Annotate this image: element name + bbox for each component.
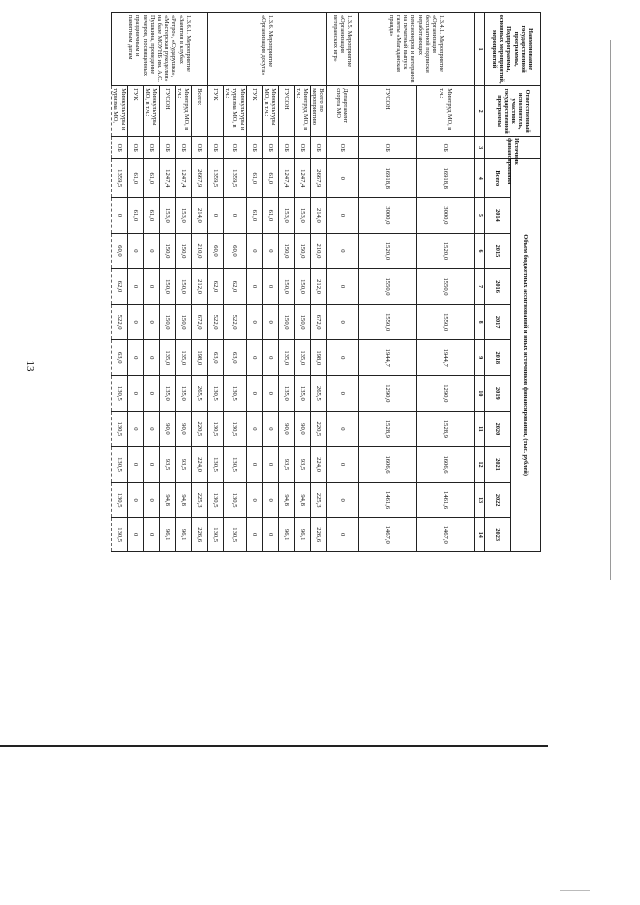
table-row [294, 13, 310, 552]
year-value-cell: 0 [127, 411, 143, 447]
year-value-cell: 0 [207, 198, 223, 234]
year-value-cell: 150,0 [294, 304, 310, 340]
year-value-cell: 0 [326, 233, 358, 269]
source-cell: ОБ [143, 137, 159, 159]
header-year: 2019 [485, 376, 511, 412]
year-value-cell: 0 [127, 233, 143, 269]
year-value-cell: 212,0 [191, 269, 207, 305]
year-value-cell: 210,0 [191, 233, 207, 269]
year-value-cell: 90,0 [175, 411, 191, 447]
year-value-cell: 1290,0 [358, 376, 416, 412]
header-year: 2016 [485, 269, 511, 305]
year-value-cell: 94,8 [159, 482, 175, 518]
year-value-cell: 1467,0 [416, 518, 474, 552]
year-value-cell: 93,5 [278, 447, 294, 483]
year-value-cell: 265,5 [191, 376, 207, 412]
year-value-cell: 220,5 [191, 411, 207, 447]
year-value-cell: 130,5 [112, 411, 128, 447]
col-number: 8 [475, 304, 485, 340]
header-year: 2014 [485, 198, 511, 234]
year-value-cell: 672,0 [191, 304, 207, 340]
executor-cell: Минтруд МО, в т.ч.: [175, 86, 191, 137]
executor-cell: Минкультуры и туризма МО, [112, 86, 128, 137]
total-cell: 0 [326, 159, 358, 198]
measure-name: 1.3.6.1. Мероприятие «Занятия в клубах «Ретро», «Сударушка», «Мастерская рукоделия» на базе МОУНБ им. А.С. Пушкина, проведение вечеров, посвященных праздничным и памятным датам [112, 13, 208, 86]
year-value-cell: 93,5 [294, 447, 310, 483]
header-year: 2020 [485, 411, 511, 447]
year-value-cell: 61,0 [246, 198, 262, 234]
executor-cell: Департамент спорта МО [326, 86, 358, 137]
column-number-row [475, 13, 485, 552]
year-value-cell: 1944,7 [416, 340, 474, 376]
executor-cell: ГУК [127, 86, 143, 137]
financing-table [111, 12, 541, 552]
year-value-cell: 3000,0 [358, 198, 416, 234]
year-value-cell: 0 [246, 376, 262, 412]
rotated-table-container [111, 12, 541, 552]
source-cell: ОБ [207, 137, 223, 159]
year-value-cell: 130,5 [207, 376, 223, 412]
year-value-cell: 0 [326, 376, 358, 412]
year-value-cell: 60,0 [207, 233, 223, 269]
total-cell: 1359,5 [112, 159, 128, 198]
year-value-cell: 0 [127, 376, 143, 412]
year-value-cell: 130,5 [223, 482, 246, 518]
year-value-cell: 1461,6 [416, 482, 474, 518]
year-value-cell: 1520,0 [416, 233, 474, 269]
table-row [191, 13, 207, 552]
year-value-cell: 150,0 [175, 233, 191, 269]
executor-cell: Всего по мероприятию [310, 86, 326, 137]
year-value-cell: 220,5 [310, 411, 326, 447]
year-value-cell: 150,0 [175, 304, 191, 340]
source-cell: ОБ [310, 137, 326, 159]
year-value-cell: 0 [143, 518, 159, 552]
year-value-cell: 1520,0 [358, 233, 416, 269]
executor-cell: ГУСОН [159, 86, 175, 137]
year-value-cell: 0 [326, 304, 358, 340]
year-value-cell: 198,0 [191, 340, 207, 376]
year-value-cell: 0 [127, 518, 143, 552]
year-value-cell: 3000,0 [416, 198, 474, 234]
executor-cell: ГУСОН [278, 86, 294, 137]
executor-cell: Всего: [191, 86, 207, 137]
year-value-cell: 1550,0 [358, 269, 416, 305]
year-value-cell: 153,0 [175, 198, 191, 234]
year-value-cell: 0 [246, 447, 262, 483]
year-value-cell: 1550,0 [416, 269, 474, 305]
year-value-cell: 0 [326, 411, 358, 447]
executor-cell: Минкультуры МО, в т.ч.: [262, 86, 278, 137]
year-value-cell: 130,5 [207, 447, 223, 483]
horizontal-rule [0, 745, 548, 747]
year-value-cell: 63,0 [223, 340, 246, 376]
source-cell: ОБ [127, 137, 143, 159]
source-cell: ОБ [278, 137, 294, 159]
year-value-cell: 96,1 [278, 518, 294, 552]
total-cell: 1247,4 [278, 159, 294, 198]
year-value-cell: 0 [127, 340, 143, 376]
year-value-cell: 1550,0 [416, 304, 474, 340]
year-value-cell: 135,0 [294, 376, 310, 412]
year-value-cell: 135,0 [175, 340, 191, 376]
year-value-cell: 130,5 [207, 482, 223, 518]
year-value-cell: 153,0 [294, 198, 310, 234]
year-value-cell: 150,0 [278, 233, 294, 269]
year-value-cell: 0 [262, 482, 278, 518]
year-value-cell: 94,8 [294, 482, 310, 518]
year-value-cell: 93,5 [159, 447, 175, 483]
col-number: 3 [475, 137, 485, 159]
year-value-cell: 60,0 [223, 233, 246, 269]
year-value-cell: 0 [246, 340, 262, 376]
year-value-cell: 226,6 [191, 518, 207, 552]
year-value-cell: 150,0 [159, 304, 175, 340]
executor-cell: Минкультуры МО, в т.ч.: [143, 86, 159, 137]
year-value-cell: 130,5 [223, 447, 246, 483]
table-row [112, 13, 128, 552]
col-number: 6 [475, 233, 485, 269]
header-total: Всего [485, 159, 511, 198]
table-row [262, 13, 278, 552]
year-value-cell: 96,1 [294, 518, 310, 552]
year-value-cell: 0 [326, 269, 358, 305]
total-cell: 1247,4 [175, 159, 191, 198]
year-value-cell: 224,0 [310, 447, 326, 483]
scan-edge-mark [560, 890, 590, 891]
year-value-cell: 130,5 [112, 447, 128, 483]
year-value-cell: 0 [143, 304, 159, 340]
year-value-cell: 672,0 [310, 304, 326, 340]
header-year: 2018 [485, 340, 511, 376]
year-value-cell: 130,5 [207, 411, 223, 447]
year-value-cell: 135,0 [175, 376, 191, 412]
year-value-cell: 0 [262, 447, 278, 483]
header-name: Наименование государственной программы, Подпрограммы, основных мероприятий, мероприятий [485, 13, 541, 86]
source-cell: ОБ [246, 137, 262, 159]
col-number: 11 [475, 411, 485, 447]
year-value-cell: 0 [143, 269, 159, 305]
col-number: 1 [475, 13, 485, 86]
total-cell: 1247,4 [294, 159, 310, 198]
year-value-cell: 63,0 [112, 340, 128, 376]
year-value-cell: 0 [262, 518, 278, 552]
total-cell: 61,0 [127, 159, 143, 198]
header-year: 2021 [485, 447, 511, 483]
total-cell: 16918,8 [358, 159, 416, 198]
year-value-cell: 1528,9 [416, 411, 474, 447]
year-value-cell: 522,0 [207, 304, 223, 340]
year-value-cell: 130,5 [223, 376, 246, 412]
total-cell: 1359,5 [207, 159, 223, 198]
year-value-cell: 0 [262, 233, 278, 269]
source-cell: ОБ [175, 137, 191, 159]
year-value-cell: 0 [326, 198, 358, 234]
year-value-cell: 0 [326, 482, 358, 518]
col-number: 14 [475, 518, 485, 552]
total-cell: 61,0 [143, 159, 159, 198]
year-value-cell: 62,0 [223, 269, 246, 305]
scan-edge-line [610, 40, 611, 580]
year-value-cell: 0 [246, 482, 262, 518]
table-row [223, 13, 246, 552]
table-row [326, 13, 358, 552]
col-number: 2 [475, 86, 485, 137]
year-value-cell: 0 [127, 482, 143, 518]
year-value-cell: 0 [246, 518, 262, 552]
year-value-cell: 0 [143, 340, 159, 376]
year-value-cell: 0 [223, 198, 246, 234]
year-value-cell: 130,5 [207, 518, 223, 552]
year-value-cell: 0 [143, 233, 159, 269]
table-row [159, 13, 175, 552]
year-value-cell: 94,8 [175, 482, 191, 518]
year-value-cell: 61,0 [143, 198, 159, 234]
year-value-cell: 0 [246, 304, 262, 340]
year-value-cell: 1606,6 [358, 447, 416, 483]
table-row [310, 13, 326, 552]
year-value-cell: 150,0 [159, 233, 175, 269]
year-value-cell: 135,0 [278, 376, 294, 412]
table-row [175, 13, 191, 552]
document-sheet [111, 12, 541, 552]
source-cell: ОБ [191, 137, 207, 159]
source-cell: ОБ [262, 137, 278, 159]
executor-cell: Минтруд МО, в т.ч.: [416, 86, 474, 137]
table-row [246, 13, 262, 552]
year-value-cell: 214,0 [310, 198, 326, 234]
measure-name: 1.3.4.1. Мероприятие «Организация бесплатной подписки неработающих пенсионеров и ветеранов на печатный выпуск газеты «Магаданская правда» [358, 13, 474, 86]
year-value-cell: 150,0 [294, 233, 310, 269]
year-value-cell: 0 [143, 411, 159, 447]
year-value-cell: 150,0 [278, 269, 294, 305]
header-year: 2022 [485, 482, 511, 518]
executor-cell: Минкультуры и туризма МО, в т.ч.: [223, 86, 246, 137]
source-cell: ОБ [112, 137, 128, 159]
year-value-cell: 62,0 [207, 269, 223, 305]
year-value-cell: 1528,9 [358, 411, 416, 447]
year-value-cell: 0 [262, 376, 278, 412]
year-value-cell: 153,0 [159, 198, 175, 234]
year-value-cell: 1461,6 [358, 482, 416, 518]
year-value-cell: 522,0 [223, 304, 246, 340]
year-value-cell: 93,5 [175, 447, 191, 483]
year-value-cell: 0 [326, 340, 358, 376]
measure-name: 1.3.5. Мероприятие «Организация ветеранских игр» [326, 13, 358, 86]
year-value-cell: 62,0 [112, 269, 128, 305]
total-cell: 2667,9 [310, 159, 326, 198]
total-cell: 61,0 [262, 159, 278, 198]
year-value-cell: 150,0 [294, 269, 310, 305]
table-row [143, 13, 159, 552]
year-value-cell: 150,0 [175, 269, 191, 305]
source-cell: ОБ [358, 137, 416, 159]
year-value-cell: 1944,7 [358, 340, 416, 376]
year-value-cell: 0 [326, 518, 358, 552]
year-value-cell: 61,0 [262, 198, 278, 234]
source-cell: ОБ [223, 137, 246, 159]
year-value-cell: 1606,6 [416, 447, 474, 483]
total-cell: 1247,4 [159, 159, 175, 198]
col-number: 13 [475, 482, 485, 518]
year-value-cell: 150,0 [159, 269, 175, 305]
table-row [127, 13, 143, 552]
source-cell: ОБ [326, 137, 358, 159]
year-value-cell: 0 [127, 304, 143, 340]
total-cell: 16918,8 [416, 159, 474, 198]
year-value-cell: 60,0 [112, 233, 128, 269]
measure-name: 1.3.6. Мероприятие «Организация досуга» [207, 13, 326, 86]
year-value-cell: 63,0 [207, 340, 223, 376]
year-value-cell: 0 [326, 447, 358, 483]
year-value-cell: 0 [246, 411, 262, 447]
executor-cell: ГУСОН [358, 86, 416, 137]
total-cell: 61,0 [246, 159, 262, 198]
year-value-cell: 135,0 [159, 340, 175, 376]
source-cell: ОБ [159, 137, 175, 159]
year-value-cell: 0 [127, 447, 143, 483]
year-value-cell: 90,0 [278, 411, 294, 447]
source-cell: ОБ [294, 137, 310, 159]
executor-cell: Минтруд МО, в т.ч.: [294, 86, 310, 137]
year-value-cell: 1290,0 [416, 376, 474, 412]
year-value-cell: 0 [127, 269, 143, 305]
year-value-cell: 0 [143, 447, 159, 483]
year-value-cell: 0 [143, 482, 159, 518]
year-value-cell: 224,0 [191, 447, 207, 483]
year-value-cell: 1550,0 [358, 304, 416, 340]
executor-cell: ГУК [207, 86, 223, 137]
year-value-cell: 90,0 [159, 411, 175, 447]
year-value-cell: 0 [262, 269, 278, 305]
year-value-cell: 96,1 [159, 518, 175, 552]
year-value-cell: 0 [112, 198, 128, 234]
year-value-cell: 225,3 [310, 482, 326, 518]
year-value-cell: 96,1 [175, 518, 191, 552]
year-value-cell: 130,5 [223, 411, 246, 447]
year-value-cell: 1467,0 [358, 518, 416, 552]
year-value-cell: 225,3 [191, 482, 207, 518]
year-value-cell: 210,0 [310, 233, 326, 269]
header-volume: Объем бюджетных ассигнований и иных источников финансирования, (тыс. рублей) [511, 159, 541, 552]
year-value-cell: 265,5 [310, 376, 326, 412]
year-value-cell: 135,0 [278, 340, 294, 376]
col-number: 10 [475, 376, 485, 412]
year-value-cell: 0 [246, 269, 262, 305]
header-year: 2023 [485, 518, 511, 552]
year-value-cell: 130,5 [112, 482, 128, 518]
year-value-cell: 90,0 [294, 411, 310, 447]
header-year: 2015 [485, 233, 511, 269]
year-value-cell: 226,6 [310, 518, 326, 552]
col-number: 12 [475, 447, 485, 483]
year-value-cell: 0 [262, 340, 278, 376]
year-value-cell: 212,0 [310, 269, 326, 305]
col-number: 7 [475, 269, 485, 305]
page-number: 13 [24, 360, 36, 372]
year-value-cell: 198,0 [310, 340, 326, 376]
table-row [416, 13, 474, 552]
year-value-cell: 150,0 [278, 304, 294, 340]
year-value-cell: 522,0 [112, 304, 128, 340]
col-number: 9 [475, 340, 485, 376]
executor-cell: ГУК [246, 86, 262, 137]
col-number: 4 [475, 159, 485, 198]
header-year: 2017 [485, 304, 511, 340]
year-value-cell: 0 [246, 233, 262, 269]
table-row [358, 13, 416, 552]
year-value-cell: 130,5 [223, 518, 246, 552]
year-value-cell: 130,5 [112, 376, 128, 412]
year-value-cell: 214,0 [191, 198, 207, 234]
year-value-cell: 94,8 [278, 482, 294, 518]
header-source: Источник финансирования [485, 137, 541, 159]
year-value-cell: 135,0 [294, 340, 310, 376]
year-value-cell: 153,0 [278, 198, 294, 234]
source-cell: ОБ [416, 137, 474, 159]
year-value-cell: 0 [143, 376, 159, 412]
year-value-cell: 0 [262, 411, 278, 447]
table-row [278, 13, 294, 552]
year-value-cell: 0 [262, 304, 278, 340]
header-executor: Ответственный исполнитель, участник государственной программы [485, 86, 541, 137]
total-cell: 2667,9 [191, 159, 207, 198]
col-number: 5 [475, 198, 485, 234]
year-value-cell: 135,0 [159, 376, 175, 412]
year-value-cell: 130,5 [112, 518, 128, 552]
table-row [207, 13, 223, 552]
year-value-cell: 61,0 [127, 198, 143, 234]
total-cell: 1359,5 [223, 159, 246, 198]
